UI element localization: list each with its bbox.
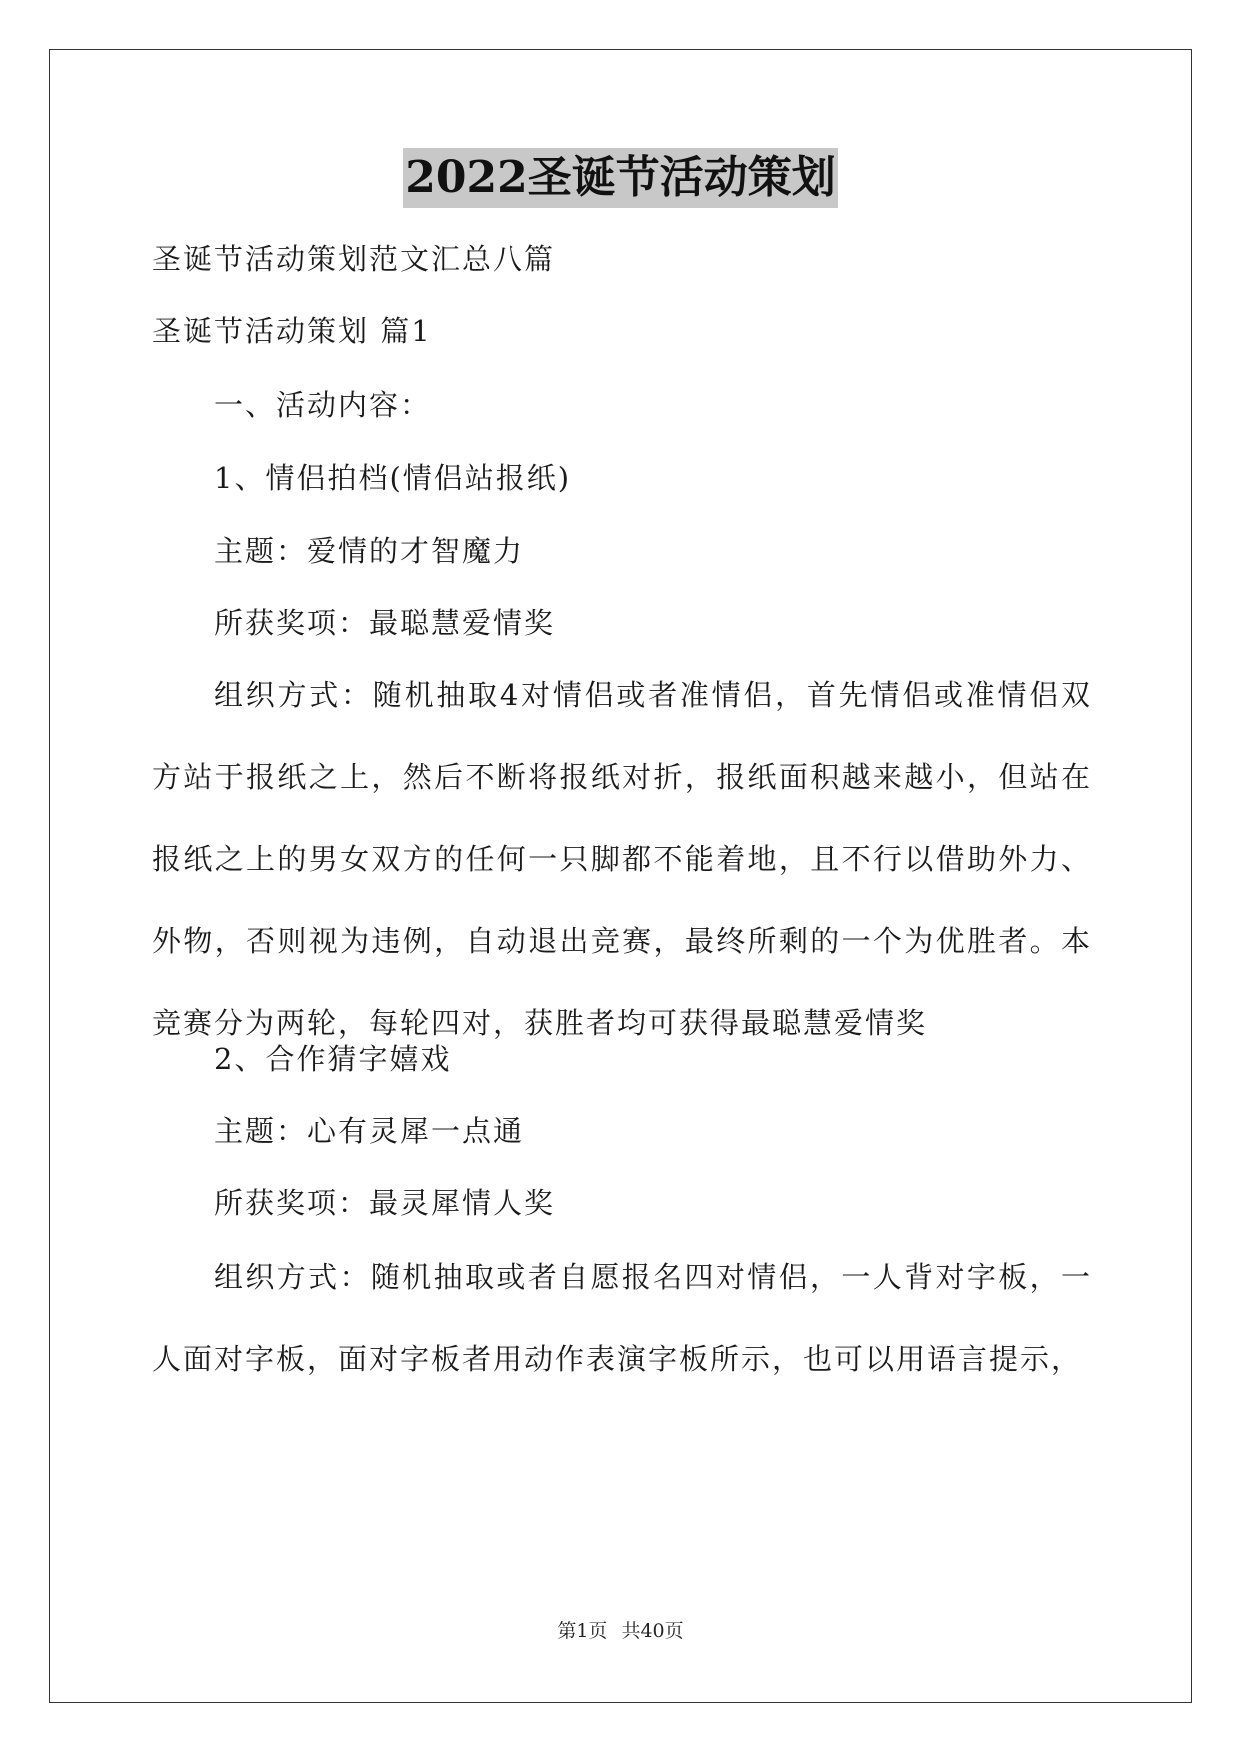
paragraph-theme-1: 主题：爱情的才智魔力 (214, 534, 525, 568)
page-footer (0, 1616, 1241, 1643)
paragraph-item-2: 2、合作猜字嬉戏 (214, 1042, 452, 1076)
document-title: 2022圣诞节活动策划 (403, 148, 837, 208)
paragraph-item-1: 1、情侣拍档(情侣站报纸) (214, 461, 572, 495)
paragraph-subtitle: 圣诞节活动策划范文汇总八篇 (152, 242, 556, 276)
paragraph-method-2: 组织方式：随机抽取或者自愿报名四对情侣，一人背对字板，一人面对字板，面对字板者用动作表演字板所示，也可以用语言提示， (152, 1260, 1092, 1376)
paragraph-theme-2: 主题：心有灵犀一点通 (214, 1114, 525, 1148)
paragraph-section-heading: 圣诞节活动策划 篇1 (152, 314, 432, 348)
paragraph-award-2: 所获奖项：最灵犀情人奖 (214, 1186, 556, 1220)
page-total: 共40页 (621, 1620, 684, 1642)
title-container (0, 148, 1241, 208)
paragraph-award-1: 所获奖项：最聪慧爱情奖 (214, 606, 556, 640)
paragraph-activity-content: 一、活动内容： (214, 388, 432, 422)
page-number: 第1页 (557, 1620, 608, 1642)
paragraph-method-1: 组织方式：随机抽取4对情侣或者准情侣，首先情侣或准情侣双方站于报纸之上，然后不断将报纸对折，报纸面积越来越小，但站在报纸之上的男女双方的任何一只脚都不能着地，且不行以借助外力、外物，否则视为违例，自动退出竞赛，最终所剩的一个为优胜者。本竞赛分为两轮，每轮四对，获胜者均可获得最聪慧爱情奖 (152, 678, 1092, 1040)
